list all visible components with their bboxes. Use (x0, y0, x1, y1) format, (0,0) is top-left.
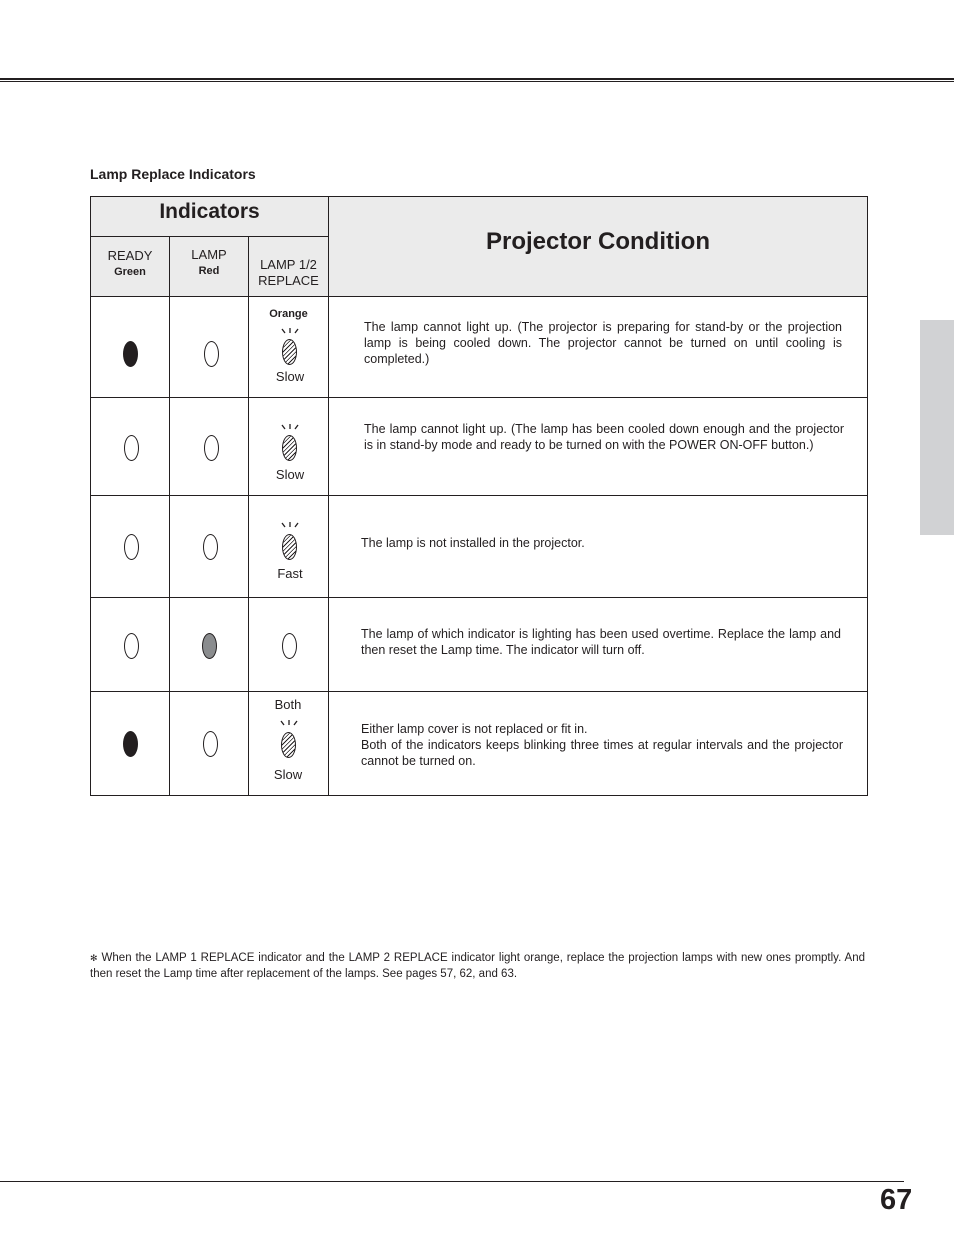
divider-condition (328, 196, 329, 796)
blink-speed: Slow (273, 767, 303, 782)
section-title: Lamp Replace Indicators (90, 166, 256, 182)
led-lamp-off-icon (203, 534, 218, 560)
footnote-text: When the LAMP 1 REPLACE indicator and the LAMP 2 REPLACE indicator light orange, replace the projection lamps with new ones promptly. And then reset the Lamp time after replacement of the lamps. See pages 57, 62, and 63. (90, 952, 865, 980)
led-ready-off-icon (124, 633, 139, 659)
condition-text: The lamp is not installed in the projector. (361, 536, 585, 550)
divider-header (90, 296, 868, 297)
led-ready-off-icon (124, 534, 139, 560)
divider-row-4 (90, 691, 868, 692)
led-replace-blink-icon (281, 732, 296, 758)
blink-rays-icon (279, 521, 301, 530)
divider-col-1 (169, 236, 170, 796)
col-label: LAMP 1/2 REPLACE (258, 257, 319, 288)
blink-speed: Fast (277, 566, 303, 581)
page-number: 67 (880, 1184, 913, 1216)
footnote-marker: ✻ (90, 953, 98, 963)
col-color: Orange (269, 308, 308, 320)
condition-text: The lamp cannot light up. (The projector is preparing for stand-by or the projection lamp is being cooled down. The projector cannot be turned on until cooling is completed.) (364, 320, 842, 366)
col-label: LAMP (191, 247, 227, 262)
divider-header-sub (90, 236, 329, 237)
col-header-ready (91, 248, 169, 280)
blink-rays-icon (279, 327, 301, 336)
condition-text: Either lamp cover is not replaced or fit in. Both of the indicators keeps blinking three times at regular intervals and the projector cannot be turned on. (361, 722, 843, 768)
led-lamp-red-icon (202, 633, 217, 659)
blink-speed: Slow (275, 369, 305, 384)
header-indicators: Indicators (159, 200, 260, 223)
side-tab (920, 320, 954, 535)
top-rule-thin (0, 81, 954, 82)
footnote (90, 950, 865, 982)
table-frame (90, 196, 868, 796)
divider-row-1 (90, 397, 868, 398)
divider-row-2 (90, 495, 868, 496)
bottom-rule (0, 1181, 904, 1182)
condition-text: The lamp of which indicator is lighting has been used overtime. Replace the lamp and then reset the Lamp time. The indicator will turn off. (361, 627, 841, 657)
top-rule (0, 78, 954, 80)
divider-row-3 (90, 597, 868, 598)
led-replace-blink-icon (282, 435, 297, 461)
led-lamp-off-icon (204, 341, 219, 367)
led-replace-blink-icon (282, 339, 297, 365)
blink-rays-icon (278, 719, 300, 728)
led-lamp-off-icon (204, 435, 219, 461)
col-color: Green (114, 266, 146, 278)
blink-speed: Slow (275, 467, 305, 482)
led-ready-off-icon (124, 435, 139, 461)
led-ready-on-icon (123, 731, 138, 757)
led-replace-blink-icon (282, 534, 297, 560)
blink-rays-icon (279, 423, 301, 432)
col-header-lamp (170, 247, 248, 279)
condition-text: The lamp cannot light up. (The lamp has been cooled down enough and the projector is in stand-by mode and ready to be turned on with the POWER ON-OFF button.) (364, 422, 844, 452)
led-replace-off-icon (282, 633, 297, 659)
blink-both-label: Both (274, 697, 302, 712)
header-projector-condition: Projector Condition (486, 228, 710, 255)
col-label: READY (107, 248, 153, 263)
col-color: Red (198, 265, 220, 277)
led-ready-on-icon (123, 341, 138, 367)
led-lamp-off-icon (203, 731, 218, 757)
col-header-lamp-replace (249, 241, 328, 338)
